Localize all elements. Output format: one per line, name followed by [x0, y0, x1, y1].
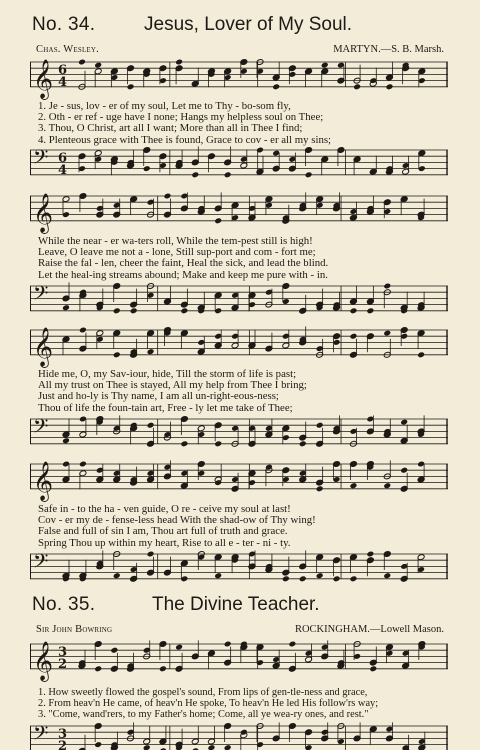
note-head	[175, 59, 183, 66]
author-credit: Chas. Wesley.	[36, 44, 99, 55]
tune-credit: MARTYN.—S. B. Marsh.	[333, 44, 444, 55]
note-head	[143, 744, 151, 750]
note-head	[366, 307, 374, 314]
note-head	[305, 171, 313, 178]
note-head	[316, 422, 324, 429]
note-head	[224, 641, 232, 648]
music-system-3	[30, 324, 448, 448]
note-head	[159, 665, 167, 672]
note-head	[113, 572, 121, 579]
treble-clef-icon: 𝄞	[33, 460, 54, 501]
hymn-number: No. 35.	[32, 594, 96, 615]
treble-clef-icon: 𝄞	[33, 192, 54, 233]
note-head	[147, 348, 155, 355]
note-head	[316, 572, 324, 579]
note-head	[147, 551, 155, 558]
music-system-5	[30, 638, 448, 750]
treble-clef-icon: 𝄞	[33, 58, 54, 99]
time-signature: 6	[58, 150, 68, 166]
note-head	[208, 744, 216, 750]
lyric-line: Cov - er my de - fense-less head With the shad-ow of Thy wing!	[38, 514, 316, 527]
lyric-line: 1. Je - sus, lov - er of my soul, Let me to Thy - bo-som fly,	[38, 100, 291, 112]
note-head	[164, 193, 172, 200]
note-head	[94, 741, 102, 748]
hymn-number: No. 34.	[32, 14, 96, 35]
note-head	[383, 572, 391, 579]
lyric-line: Just and ho-ly is Thy name, I am all un-right-eous-ness;	[38, 390, 279, 403]
note-head	[383, 330, 391, 337]
note-head	[333, 575, 341, 582]
bass-clef-icon: 𝄢	[33, 281, 49, 310]
note-head	[180, 307, 188, 314]
lyric-line: While the near - er wa-ters roll, While the tem-pest still is high!	[38, 235, 313, 247]
note-head	[299, 575, 307, 582]
note-head	[272, 83, 280, 90]
note-head	[180, 440, 188, 447]
note-head	[214, 217, 222, 224]
time-signature: 4	[58, 75, 68, 91]
lyric-line: Leave, O leave me not a - lone, Still sup-port and com - fort me;	[38, 246, 316, 259]
note-head	[316, 485, 324, 492]
note-head	[386, 83, 394, 90]
lyric-line: 2. From heav'n He came, of heav'n He spoke, To heav'n He led His follow'rs way;	[38, 698, 379, 710]
lyrics-block	[38, 504, 442, 549]
note-head	[321, 62, 329, 69]
lyrics-block	[38, 101, 442, 146]
note-head	[350, 482, 358, 489]
note-head	[110, 647, 118, 654]
note-head	[288, 641, 296, 648]
lyric-line: 4. Plenteous grace with Thee is found, Grace to cov - er all my sins;	[38, 133, 332, 146]
note-head	[369, 665, 377, 672]
note-head	[214, 440, 222, 447]
time-signature: 6	[58, 62, 68, 78]
tune-credit: ROCKINGHAM.—Lowell Mason.	[294, 624, 444, 635]
lyrics-block	[38, 236, 442, 281]
bass-clef-icon: 𝄢	[33, 145, 49, 174]
lyric-line: Raise the fal - len, cheer the faint, Heal the sick, and lead the blind.	[38, 257, 329, 270]
time-signature: 4	[58, 163, 68, 179]
lyric-line: False and full of sin I am, Thou art full of truth and grace.	[38, 525, 288, 538]
note-head	[147, 422, 155, 429]
lyric-line: 3. "Come, wand'rers, to my Father's home; Come, all ye wea-ry ones, and rest."	[38, 709, 369, 721]
note-head	[299, 440, 307, 447]
lyric-line: Safe in - to the ha - ven guide, O re - ceive my soul at last!	[38, 503, 291, 515]
note-head	[224, 744, 232, 750]
note-head	[62, 437, 70, 444]
note-head	[224, 171, 232, 178]
music-system-2	[30, 190, 448, 314]
note-head	[350, 307, 358, 314]
lyric-line: 3. Thou, O Christ, art all I want; More than all in Thee I find;	[38, 122, 303, 135]
lyric-line: 2. Oth - er ref - uge have I none; Hangs my helpless soul on Thee;	[38, 111, 324, 124]
note-head	[113, 307, 121, 314]
note-head	[366, 551, 374, 558]
note-head	[127, 83, 135, 90]
lyric-line: Spring Thou up within my heart, Rise to all e - ter - ni - ty.	[38, 536, 291, 549]
lyrics-block	[38, 687, 442, 721]
note-head	[214, 572, 222, 579]
treble-clef-icon: 𝄞	[33, 640, 54, 681]
note-head	[191, 171, 199, 178]
note-head	[62, 304, 70, 311]
lyrics-block	[38, 369, 442, 414]
lyric-line: Thou of life the foun-tain art, Free - ly let me take of Thee;	[38, 401, 293, 414]
note-head	[130, 307, 138, 314]
hymn-title: Jesus, Lover of My Soul.	[144, 14, 353, 35]
note-head	[94, 665, 102, 672]
time-signature: 3	[58, 726, 68, 742]
time-signature: 2	[58, 657, 68, 673]
note-head	[79, 461, 87, 468]
lyric-line: Let the heal-ing streams abound; Make and keep me pure with - in.	[38, 268, 328, 281]
bass-clef-icon: 𝄢	[33, 721, 49, 750]
note-head	[256, 147, 264, 154]
bass-clef-icon: 𝄢	[33, 414, 49, 443]
note-head	[256, 741, 264, 748]
note-head	[417, 351, 425, 358]
note-head	[383, 482, 391, 489]
bass-clef-icon: 𝄢	[33, 549, 49, 578]
note-head	[78, 59, 86, 66]
note-head	[400, 419, 408, 426]
time-signature: 2	[58, 739, 68, 750]
note-head	[143, 165, 151, 172]
note-head	[350, 575, 358, 582]
note-head	[175, 644, 183, 651]
music-system-4	[30, 458, 448, 582]
note-head	[113, 351, 121, 358]
lyric-line: 1. How sweetly flowed the gospel's sound, From lips of gen-tle-ness and grace,	[38, 687, 368, 698]
note-head	[350, 333, 358, 340]
lyric-line: Hide me, O, my Sav-iour, hide, Till the storm of life is past;	[38, 368, 297, 380]
hymn-title: The Divine Teacher.	[152, 594, 320, 615]
note-head	[400, 467, 408, 474]
author-credit: Sir John Bowring	[36, 624, 113, 635]
note-head	[383, 283, 391, 290]
note-head	[353, 83, 361, 90]
music-system-1	[30, 56, 448, 180]
treble-clef-icon: 𝄞	[33, 326, 54, 367]
note-head	[94, 62, 102, 69]
time-signature: 3	[58, 644, 68, 660]
lyric-line: All my trust on Thee is stayed, All my help from Thee I bring;	[38, 379, 307, 392]
note-head	[282, 575, 290, 582]
note-head	[79, 327, 87, 334]
